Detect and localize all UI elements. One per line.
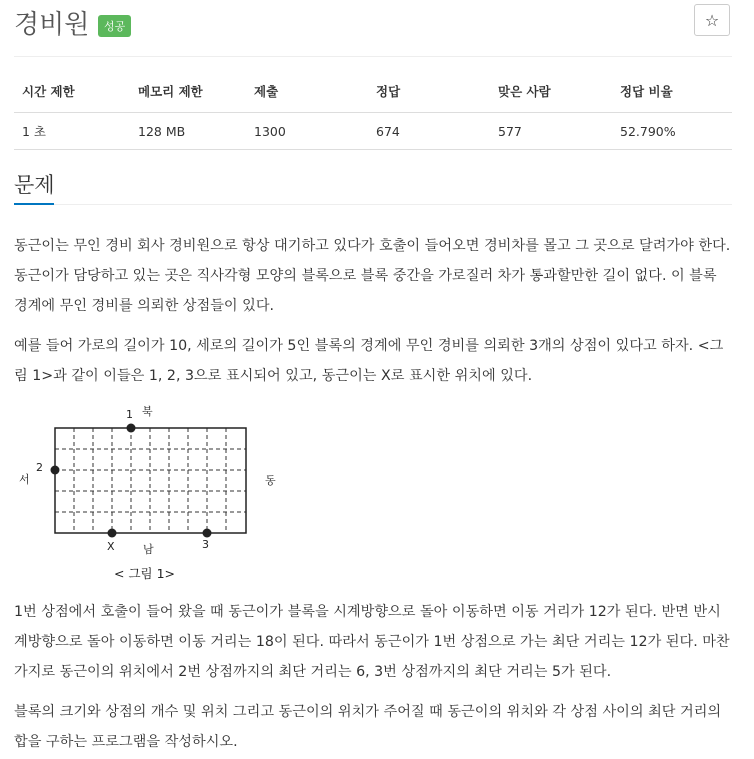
store-2-label: 2 xyxy=(36,461,43,474)
stats-value: 1300 xyxy=(246,113,368,150)
direction-west: 서 xyxy=(19,473,30,486)
store-1-label: 1 xyxy=(126,408,133,421)
store-3-marker xyxy=(203,529,212,538)
stats-header: 제출 xyxy=(246,78,368,113)
section-divider xyxy=(14,204,732,205)
guard-label: X xyxy=(107,540,115,553)
stats-header: 정답 xyxy=(368,78,490,113)
stats-header: 메모리 제한 xyxy=(130,78,246,113)
block-grid xyxy=(55,428,246,533)
direction-north: 북 xyxy=(142,405,153,418)
status-badge: 성공 xyxy=(98,15,131,37)
stats-header: 시간 제한 xyxy=(14,78,130,113)
paragraph: 블록의 크기와 상점의 개수 및 위치 그리고 동근이의 위치가 주어질 때 동근이의 위치와 각 상점 사이의 최단 거리의 합을 구하는 프로그램을 작성하시오. xyxy=(14,704,722,750)
stats-value: 577 xyxy=(490,113,612,150)
section-title: 문제 xyxy=(14,173,55,197)
stats-value: 1 초 xyxy=(14,113,130,150)
star-button[interactable] xyxy=(694,4,730,36)
stats-table xyxy=(14,78,732,150)
store-2-marker xyxy=(51,466,60,475)
stats-header: 맞은 사람 xyxy=(490,78,612,113)
section-accent xyxy=(14,203,54,205)
store-3-label: 3 xyxy=(202,538,209,551)
store-1-marker xyxy=(127,424,136,433)
direction-south: 남 xyxy=(143,543,154,556)
paragraph: 1번 상점에서 호출이 들어 왔을 때 동근이가 블록을 시계방향으로 돌아 이동하면 이동 거리가 12가 된다. 반면 반시계방향으로 돌아 이동하면 이동 거리는 18이 된다. 따라서 동근이가 1번 상점으로 가는 최단 거리는 12가 된다. 마찬가지로 동근이의 위치에서 2번 상점까지의 최단 거리는 6, 3번 상점까지의 최단 거리는 5가 된다. xyxy=(14,604,730,680)
stats-header-row xyxy=(14,78,732,113)
figure-caption: < 그림 1> xyxy=(114,566,175,581)
figure-1 xyxy=(14,400,314,590)
stats-value: 674 xyxy=(368,113,490,150)
paragraph: 동근이는 무인 경비 회사 경비원으로 항상 대기하고 있다가 호출이 들어오면 경비차를 몰고 그 곳으로 달려가야 한다. 동근이가 담당하고 있는 곳은 직사각형 모양의 블록으로 블록 중간을 가로질러 차가 통과할만한 길이 없다. 이 블록 경계에 무인 경비를 의뢰한 상점들이 있다. xyxy=(14,238,731,314)
stats-header: 정답 비율 xyxy=(612,78,732,113)
direction-east: 동 xyxy=(265,474,276,487)
stats-value: 52.790% xyxy=(612,113,732,150)
divider xyxy=(14,56,732,57)
stats-value-row xyxy=(14,113,732,150)
star-icon: ☆ xyxy=(704,10,720,30)
stats-value: 128 MB xyxy=(130,113,246,150)
paragraph: 예를 들어 가로의 길이가 10, 세로의 길이가 5인 블록의 경계에 무인 경비를 의뢰한 3개의 상점이 있다고 하자. <그림 1>과 같이 이들은 1, 2, 3으로 표시되어 있고, 동근이는 X로 표시한 위치에 있다. xyxy=(14,338,724,384)
problem-title: 경비원 xyxy=(14,10,90,40)
guard-marker xyxy=(108,529,117,538)
